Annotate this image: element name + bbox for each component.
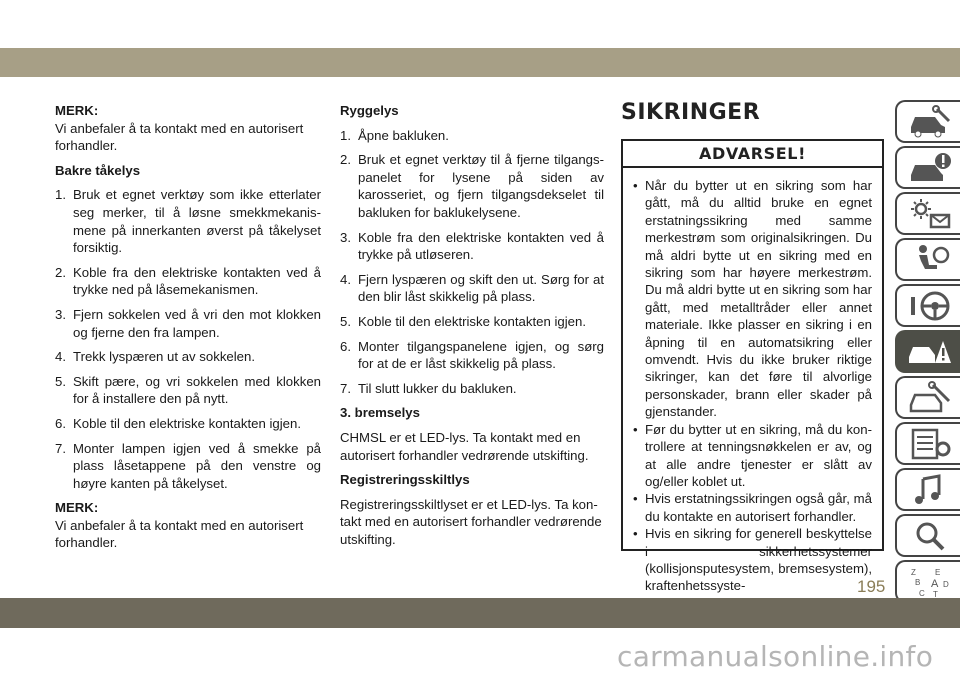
note-title-2: MERK: (55, 500, 99, 516)
airbag-seat-icon (905, 243, 953, 277)
warning-lights-icon-tab[interactable] (895, 192, 960, 235)
steering-wheel-icon-tab[interactable] (895, 284, 960, 327)
car-tools-icon-tab[interactable] (895, 100, 960, 143)
step-number: 6. (340, 338, 351, 354)
step-text: Koble fra den elektriske kontakten ved å trykke ned på låsemekanismen. (73, 264, 321, 298)
note-text: Vi anbefaler å ta kontakt med en autorisert forhandler. (55, 120, 304, 154)
brake-light-text: CHMSL er et LED-lys. Ta kontakt med en autorisert forhandler vedrørende utskifting. (340, 429, 589, 463)
search-icon (905, 519, 953, 553)
warning-title: ADVARSEL! (623, 141, 882, 168)
index-letter: E (934, 567, 940, 577)
step-number: 3. (340, 229, 351, 245)
step-item (340, 380, 604, 398)
maintenance-icon-tab[interactable] (895, 376, 960, 419)
step-item (55, 264, 321, 299)
warning-item: • Hvis erstatningssikringen også går, må du kontakte en autorisert forhandler. (633, 490, 872, 525)
index-alphabet-icon-tab[interactable] (895, 560, 960, 603)
left-column (55, 102, 321, 559)
section-heading-reverse-light: Ryggelys (340, 103, 399, 118)
step-text: Koble til den elektriske kontakten igjen. (358, 313, 586, 329)
step-item (340, 271, 604, 306)
car-info-icon (905, 151, 953, 185)
steering-wheel-icon (905, 289, 953, 323)
index-letter: D (942, 579, 949, 589)
roadside-emergency-icon-tab[interactable] (895, 330, 960, 373)
step-text: Koble til den elektriske kontakten igjen. (73, 415, 301, 431)
warning-item: • Når du bytter ut en sikring som har gått, må du alltid bruke en egnet erstatningssikring med samme merkestrøm som originalsikringen. Du må aldri bytte ut en sikring med en sikring som har høyere merkestrøm. Du må aldri bytte ut en sikring som har gått, med metalltråder eller annet materiale. Ikke plasser en sikring i en åpning til en automatsikring eller omvendt. Hvis du ikke bruker riktige sikringer, kan det føre til alvorlige personskader, brann eller skader på gjenstander. (633, 177, 872, 421)
step-text: Monter lampen igjen ved å smekke på plass låsetappene på den venstre og høyre kanten på tåkelyset. (73, 440, 321, 491)
roadside-emergency-icon (905, 335, 953, 369)
warning-lights-icon (905, 197, 953, 231)
step-item (340, 338, 604, 373)
search-icon-tab[interactable] (895, 514, 960, 557)
maintenance-icon (905, 381, 953, 415)
license-plate-light-text: Registreringsskiltlyset er et LED-lys. Ta kontakt med en autorisert forhandler vedrørende utskifting. (340, 496, 602, 547)
watermark: carmanualsonline.info (617, 640, 934, 673)
step-item (340, 127, 604, 145)
step-number: 1. (340, 127, 351, 143)
section-heading-brake-light: 3. bremselys (340, 405, 420, 421)
step-number: 1. (55, 187, 66, 203)
section-heading-rear-fog-light: Bakre tåkelys (55, 162, 141, 178)
warning-list (623, 168, 882, 595)
step-item (340, 151, 604, 221)
rear-fog-light-steps (55, 186, 321, 492)
step-text: Koble fra den elektriske kontakten ved å trykke på utløseren. (358, 229, 604, 263)
page-number: 195 (857, 577, 886, 596)
middle-column (340, 102, 604, 555)
step-item (55, 348, 321, 366)
reverse-light-steps (340, 127, 604, 398)
index-alphabet-icon (905, 565, 953, 599)
top-band (0, 48, 960, 77)
step-text: Skift pære, og vri sokkelen med klokken for å installere den på nytt. (73, 373, 321, 407)
index-letter: C (918, 588, 925, 598)
index-letter: B (914, 577, 920, 587)
note-title: MERK: (55, 103, 99, 118)
step-text: Trekk lyspæren ut av sokkelen. (73, 349, 256, 365)
step-text: Fjern lyspæren og skift den ut. Sørg for at den blir låst skikkelig på plass. (358, 271, 604, 305)
index-letter: T (932, 589, 938, 599)
step-text: Fjern sokkelen ved å vri den mot klokken og fjerne den fra lampen. (73, 306, 321, 340)
step-text: Bruk et egnet verktøy til å fjerne tilgangspanelet for lysene på siden av karosseriet, og fjern tilgangsdekselet til bakluken for baklukelysene. (358, 152, 604, 220)
car-info-icon-tab[interactable] (895, 146, 960, 189)
chapter-tabs (895, 100, 960, 606)
specifications-icon-tab[interactable] (895, 422, 960, 465)
step-item (55, 373, 321, 408)
multimedia-icon (905, 473, 953, 507)
step-item (55, 415, 321, 433)
step-text: Til slutt lukker du bakluken. (358, 380, 517, 396)
step-item (340, 313, 604, 331)
car-tools-icon (905, 105, 953, 139)
step-number: 3. (55, 306, 66, 322)
step-number: 2. (340, 152, 351, 168)
step-text: Monter tilgangspanelene igjen, og sørg for at de er låst skikkelig på plass. (358, 338, 604, 372)
step-number: 5. (55, 373, 66, 389)
step-number: 7. (55, 440, 66, 456)
warning-item: • Hvis en sikring for generell beskyttelse i sikkerhetssystemer (kollisjonsputesystem, bremsesystem), kraftenhetssyste- (633, 525, 872, 595)
bottom-band (0, 598, 960, 628)
step-item (55, 440, 321, 493)
step-number: 4. (55, 349, 66, 365)
warning-item: • Før du bytter ut en sikring, må du kontrollere at tenningsnøkkelen er av, og at alle andre tjenester er slått av og/eller koblet ut. (633, 421, 872, 491)
step-number: 7. (340, 380, 351, 396)
note-text-2: Vi anbefaler å ta kontakt med en autorisert forhandler. (55, 517, 304, 551)
index-letter: Z (910, 567, 916, 577)
step-item (340, 229, 604, 264)
section-heading-license-plate-light: Registreringsskiltlys (340, 472, 470, 488)
step-number: 5. (340, 313, 351, 329)
index-letter: A (930, 577, 938, 590)
specifications-icon (905, 427, 953, 461)
step-item (55, 306, 321, 341)
step-number: 2. (55, 264, 66, 280)
step-item (55, 186, 321, 256)
multimedia-icon-tab[interactable] (895, 468, 960, 511)
section-title: SIKRINGER (621, 100, 761, 125)
step-number: 4. (340, 271, 351, 287)
step-text: Åpne bakluken. (358, 127, 449, 143)
step-number: 6. (55, 415, 66, 431)
step-text: Bruk et egnet verktøy som ikke etterlater seg merker, til å løsne smekkmekanismene på innerkanten øverst på tåkelyset forsiktig. (73, 187, 321, 256)
airbag-seat-icon-tab[interactable] (895, 238, 960, 281)
